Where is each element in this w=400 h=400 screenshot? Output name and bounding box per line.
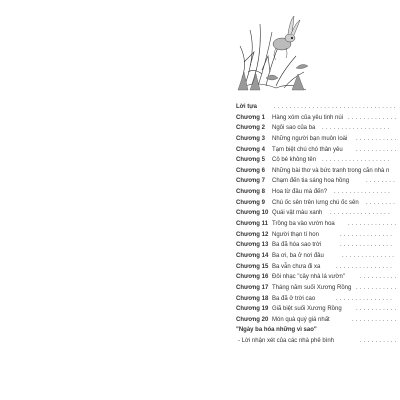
chapter-number: Chương 6 (236, 167, 265, 174)
chapter-number: Chương 18 (236, 295, 269, 302)
toc-chapter-row[interactable] (236, 240, 400, 251)
chapter-number: Chương 7 (236, 178, 265, 185)
leader-dots: ............. (348, 114, 399, 121)
chapter-title: Ba đã hóa sao trời (272, 242, 322, 249)
leader-dots: .................. (322, 157, 392, 164)
toc-chapter-row[interactable] (236, 198, 400, 209)
toc-chapter-row[interactable] (236, 304, 400, 315)
chapter-title: Ngôi sao của ba (272, 125, 316, 132)
toc-chapter-row[interactable] (236, 176, 400, 187)
toc-chapter-row[interactable] (236, 123, 400, 134)
chapter-number: Chương 10 (236, 210, 269, 217)
chapter-title: Hoa từ đâu mà đến? (272, 189, 328, 196)
chapter-number: Chương 20 (236, 316, 269, 323)
toc-chapter-row[interactable] (236, 294, 400, 305)
leader-dots: .............. (340, 242, 395, 249)
chapter-number: Chương 3 (236, 135, 265, 142)
leader-dots: ............... (336, 295, 395, 302)
leader-dots: ................ (330, 210, 392, 217)
chapter-number: Chương 1 (236, 114, 265, 121)
chapter-number: Chương 12 (236, 231, 269, 238)
chapter-title: Những người bạn muôn loài (272, 135, 348, 142)
leader-dots: ........ (366, 178, 397, 185)
rabbit-sketch-illustration (236, 12, 310, 92)
toc-chapter-row[interactable] (236, 230, 400, 241)
toc-chapter-row[interactable] (236, 113, 400, 124)
chapter-number: Chương 2 (236, 125, 265, 132)
chapter-title: Món quà quý giá nhất (272, 316, 330, 323)
toc-chapter-row[interactable] (236, 219, 400, 230)
toc-preface-row[interactable] (236, 102, 400, 113)
leader-dots: ........... (356, 146, 399, 153)
chapter-number: Chương 13 (236, 242, 269, 249)
toc-chapter-row[interactable] (236, 145, 400, 156)
leader-dots: ........ (366, 199, 397, 206)
chapter-title: Giã biệt suối Xương Rồng (272, 306, 342, 313)
leader-dots: .................. (322, 125, 392, 132)
leader-dots: .......... (360, 338, 399, 345)
table-of-contents (236, 102, 400, 347)
chapter-title: Ba đã ở trời cao (272, 295, 316, 302)
toc-chapter-row[interactable] (236, 262, 400, 273)
chapter-title: Người thạn tí hon (272, 231, 319, 238)
leader-dots: ............... (336, 263, 395, 270)
chapter-number: Chương 5 (236, 157, 265, 164)
toc-sub-row[interactable] (236, 336, 400, 347)
toc-chapter-row[interactable] (236, 155, 400, 166)
leader-dots: ............ (352, 316, 399, 323)
chapter-title: Ba ơi, ba ở nơi đâu (272, 252, 324, 259)
toc-chapter-row[interactable] (236, 251, 400, 262)
chapter-title: Tạm biệt chú chó thân yêu (272, 146, 343, 153)
toc-chapter-row[interactable] (236, 166, 400, 177)
chapter-number: Chương 17 (236, 284, 269, 291)
leader-dots: .......... (360, 274, 399, 281)
chapter-title: Đôi nhạc "cây nhà lá vườn" (272, 274, 345, 281)
toc-chapter-row[interactable] (236, 134, 400, 145)
chapter-number: Chương 8 (236, 189, 265, 196)
chapter-number: Chương 11 (236, 221, 268, 228)
sub-section-label: - Lời nhận xét của các nhà phê bình (238, 338, 334, 345)
sketch-rabbit-grass-icon (236, 12, 310, 92)
special-section-label: "Ngày ba hóa những vì sao" (236, 327, 317, 334)
chapter-title: Chạm đến tia sáng hoa hồng (272, 178, 350, 185)
leader-dots: ........... (356, 284, 399, 291)
preface-label: Lời tựa (236, 104, 257, 110)
chapter-number: Chương 16 (236, 274, 269, 281)
chapter-title: Cô bé không tên (272, 157, 317, 164)
chapter-title: Chú ốc sên trên lưng chú ốc sên (272, 199, 359, 206)
leader-dots: ........... (356, 135, 399, 142)
chapter-title: Tháng năm suối Xương Rồng (272, 284, 352, 291)
chapter-title: Những bài thơ và bức tranh trong căn nhà n (272, 167, 390, 174)
toc-chapter-row[interactable] (236, 283, 400, 294)
toc-chapter-row[interactable] (236, 272, 400, 283)
toc-chapter-row[interactable] (236, 187, 400, 198)
leader-dots: ............... (334, 189, 393, 196)
chapter-title: Ba vẫn chưa đi xa (272, 263, 321, 270)
leader-dots: ........... (356, 306, 399, 313)
chapter-number: Chương 4 (236, 146, 265, 153)
toc-chapter-row[interactable] (236, 315, 400, 326)
chapter-title: Quái vật màu xanh (272, 210, 323, 217)
chapter-title: Trồng ba vào vườn hoa (272, 221, 335, 228)
toc-chapter-row[interactable] (236, 208, 400, 219)
leader-dots: ............. (348, 221, 399, 228)
chapter-number: Chương 14 (236, 252, 269, 259)
chapter-number: Chương 19 (236, 306, 269, 313)
chapter-title: Hàng xóm của yêu tinh núi (272, 114, 344, 121)
leader-dots: ................................ (274, 104, 398, 110)
toc-special-row[interactable] (236, 325, 400, 336)
chapter-number: Chương 15 (236, 263, 269, 270)
chapter-number: Chương 9 (236, 199, 265, 206)
leader-dots: .............. (342, 252, 397, 259)
leader-dots: .............. (340, 231, 395, 238)
